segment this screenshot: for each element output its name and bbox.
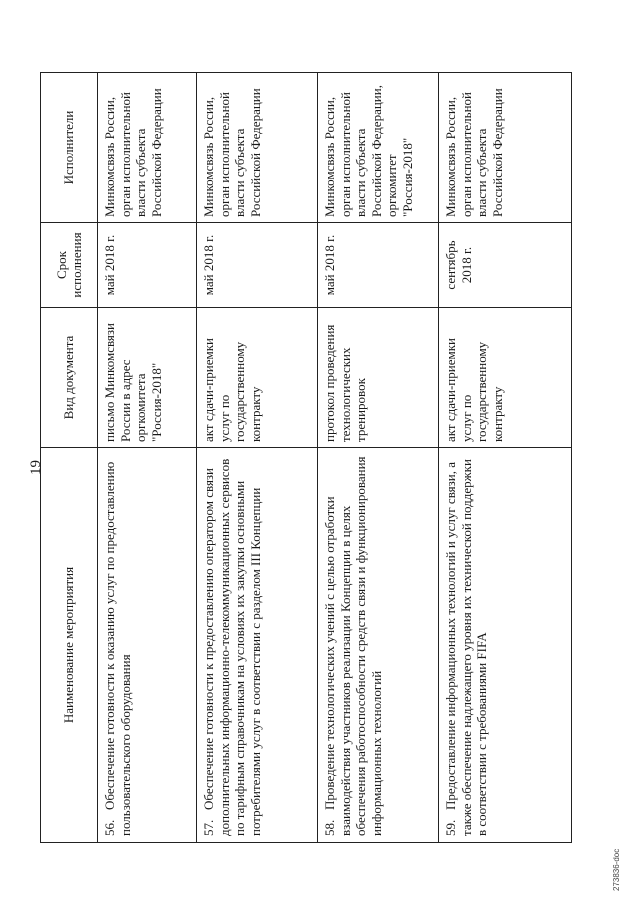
- document-code: 273836-doc: [612, 848, 621, 891]
- table-row: [98, 73, 197, 843]
- table-row: [318, 73, 439, 843]
- row-number: 57.: [201, 819, 216, 836]
- header-executors: Исполнители: [41, 73, 98, 223]
- event-name-cell: [197, 448, 318, 843]
- event-name-cell: [318, 448, 439, 843]
- row-number: 56.: [102, 819, 117, 836]
- term: май 2018 г.: [98, 223, 197, 308]
- row-number: 59.: [443, 819, 458, 836]
- term: май 2018 г.: [318, 223, 439, 308]
- executors: Минкомсвязь России, орган исполнительной власти субъекта Российской Федерации: [197, 73, 318, 223]
- event-name-cell: [98, 448, 197, 843]
- document-type: акт сдачи-приемки услуг по государственному контракту: [439, 308, 572, 448]
- event-name: Предоставление информационных технологий и услуг связи, а также обеспечение надлежащего уровня их технической поддержки в соответствии с требованиями FIFA: [443, 459, 489, 836]
- term: май 2018 г.: [197, 223, 318, 308]
- event-name: Обеспечение готовности к предоставлению оператором связи дополнительных информационно-телекоммуникационных сервисов по тарифным справочникам на условиях их закупки основными потребителями услуг в соответствии с разделом III Концепции: [201, 458, 263, 836]
- document-type: акт сдачи-приемки услуг по государственному контракту: [197, 308, 318, 448]
- event-name-cell: [439, 448, 572, 843]
- events-table: [40, 72, 572, 843]
- header-name: Наименование мероприятия: [41, 448, 98, 843]
- table-header-row: [41, 73, 98, 843]
- page-number: 19: [28, 460, 44, 475]
- header-document-type: Вид документа: [41, 308, 98, 448]
- document-type: протокол проведения технологических тренировок: [318, 308, 439, 448]
- table-row: [197, 73, 318, 843]
- executors: Минкомсвязь России, орган исполнительной власти субъекта Российской Федерации, оргкомитет "Россия-2018": [318, 73, 439, 223]
- event-name: Обеспечение готовности к оказанию услуг по предоставлению пользовательского оборудования: [102, 461, 133, 836]
- header-term: Срок исполнения: [41, 223, 98, 308]
- executors: Минкомсвязь России, орган исполнительной власти субъекта Российской Федерации: [439, 73, 572, 223]
- event-name: Проведение технологических учений с целью отработки взаимодействия участников реализации Концепции в целях обеспечения работоспособности средств связи и функционирования информационных технологий: [322, 456, 384, 836]
- document-type: письмо Минкомсвязи России в адрес оргкомитета "Россия-2018": [98, 308, 197, 448]
- term: сентябрь 2018 г.: [439, 223, 572, 308]
- row-number: 58.: [322, 819, 337, 836]
- table-row: [439, 73, 572, 843]
- executors: Минкомсвязь России, орган исполнительной власти субъекта Российской Федерации: [98, 73, 197, 223]
